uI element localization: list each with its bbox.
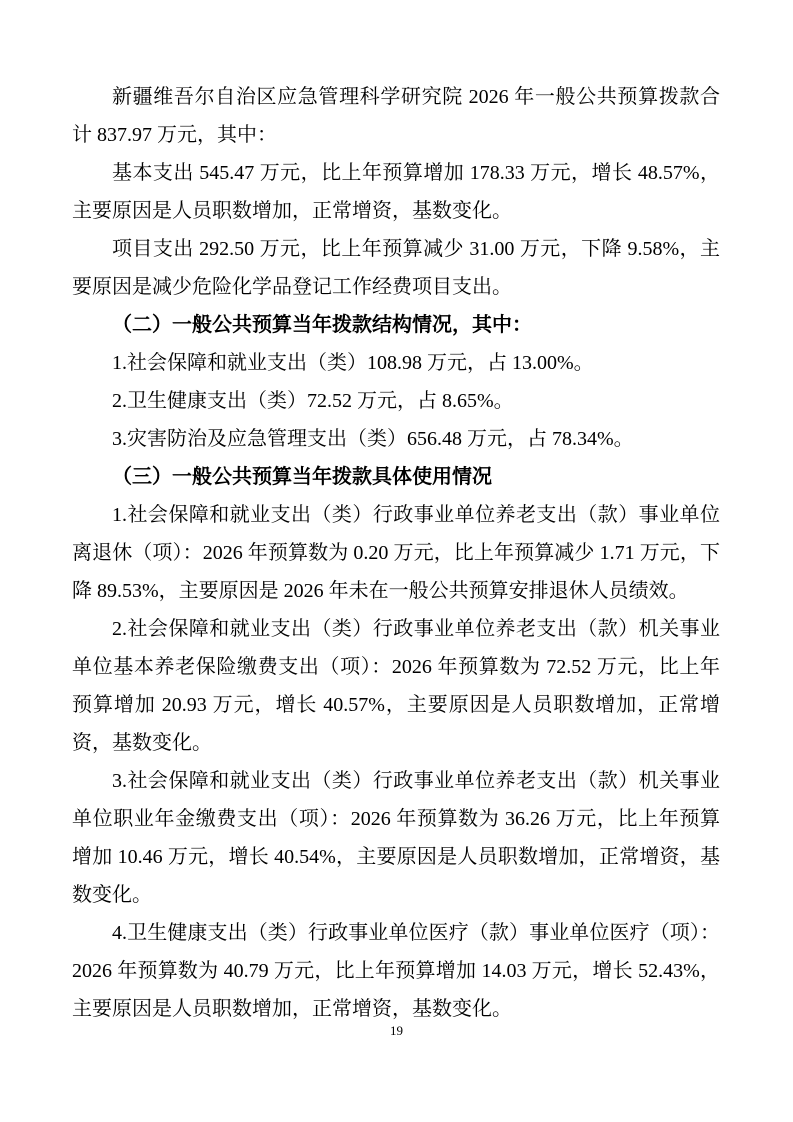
detail-item-basic-pension: 2.社会保障和就业支出（类）行政事业单位养老支出（款）机关事业单位基本养老保险缴费支出（项）：2026 年预算数为 72.52 万元，比上年预算增加 20.93 万元，增长 40.57%，主要原因是人员职数增加，正常增资，基数变化。: [72, 618, 720, 754]
section-heading-specific-usage: （三）一般公共预算当年拨款具体使用情况: [112, 466, 492, 488]
document-body: [72, 78, 720, 1028]
list-item-social-security: 1.社会保障和就业支出（类）108.98 万元，占 13.00%。: [112, 352, 594, 374]
paragraph-project-expenditure: 项目支出 292.50 万元，比上年预算减少 31.00 万元，下降 9.58%，主要原因是减少危险化学品登记工作经费项目支出。: [72, 238, 720, 298]
list-item-health: 2.卫生健康支出（类）72.52 万元，占 8.65%。: [112, 390, 514, 412]
list-item-disaster-prevention: 3.灾害防治及应急管理支出（类）656.48 万元，占 78.34%。: [112, 428, 634, 450]
section-heading-structure: （二）一般公共预算当年拨款结构情况，其中：: [112, 314, 532, 336]
detail-item-retirement: 1.社会保障和就业支出（类）行政事业单位养老支出（款）事业单位离退休（项）：2026 年预算数为 0.20 万元，比上年预算减少 1.71 万元，下降 89.53%，主要原因是 2026 年未在一般公共预算安排退休人员绩效。: [72, 504, 720, 602]
paragraph-total-appropriation: 新疆维吾尔自治区应急管理科学研究院 2026 年一般公共预算拨款合计 837.97 万元，其中：: [72, 86, 720, 146]
paragraph-basic-expenditure: 基本支出 545.47 万元，比上年预算增加 178.33 万元，增长 48.57%，主要原因是人员职数增加，正常增资，基数变化。: [72, 162, 720, 222]
detail-item-annuity: 3.社会保障和就业支出（类）行政事业单位养老支出（款）机关事业单位职业年金缴费支出（项）：2026 年预算数为 36.26 万元，比上年预算增加 10.46 万元，增长 40.54%，主要原因是人员职数增加，正常增资，基数变化。: [72, 770, 720, 906]
page-number: 19: [390, 1023, 403, 1038]
detail-item-medical: 4.卫生健康支出（类）行政事业单位医疗（款）事业单位医疗（项）：2026 年预算数为 40.79 万元，比上年预算增加 14.03 万元，增长 52.43%，主要原因是人员职数增加，正常增资，基数变化。: [72, 922, 720, 1020]
